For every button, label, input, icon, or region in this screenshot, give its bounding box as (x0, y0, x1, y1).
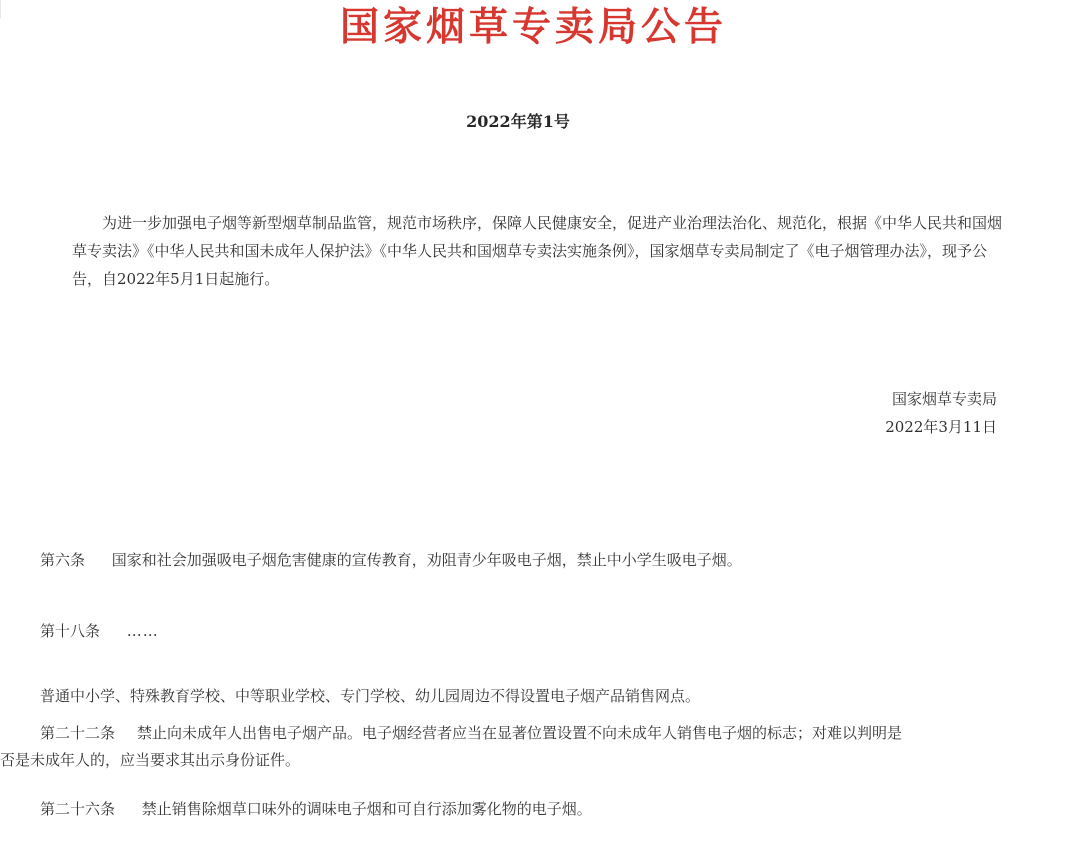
article-22-first-line (0, 720, 1067, 747)
issuer-block (777, 385, 997, 441)
article-18-ellipsis: …… (126, 622, 159, 640)
announcement-body: 为进一步加强电子烟等新型烟草制品监管，规范市场秩序，保障人民健康安全，促进产业治理法治化、规范化，根据《中华人民共和国烟草专卖法》《中华人民共和国未成年人保护法》《中华人民共和国烟草专卖法实施条例》，国家烟草专卖局制定了《电子烟管理办法》，现予公告，自2022年5月1日起施行。 (72, 214, 1003, 288)
article-6-label: 第六条 (40, 551, 86, 569)
article-26-text: 禁止销售除烟草口味外的调味电子烟和可自行添加雾化物的电子烟。 (141, 800, 592, 818)
article-26-label: 第二十六条 (40, 800, 116, 818)
article-18-label: 第十八条 (40, 622, 101, 640)
article-18-text: 普通中小学、特殊教育学校、中等职业学校、专门学校、幼儿园周边不得设置电子烟产品销售网点。 (40, 687, 701, 705)
article-18-heading (40, 619, 159, 643)
article-22-text-line-1: 禁止向未成年人出售电子烟产品。电子烟经营者应当在显著位置设置不向未成年人销售电子烟的标志；对难以判明是 (137, 724, 903, 742)
issue-date: 2022年3月11日 (885, 418, 997, 436)
article-26 (40, 797, 592, 821)
article-22-label: 第二十二条 (40, 724, 116, 742)
article-6-text: 国家和社会加强吸电子烟危害健康的宣传教育，劝阻青少年吸电子烟，禁止中小学生吸电子烟。 (111, 551, 742, 569)
announcement-title: 国家烟草专卖局公告 (339, 4, 727, 50)
announcement-number: 2022年第1号 (466, 112, 570, 131)
article-6 (40, 548, 742, 572)
article-22-text-line-2: 否是未成年人的，应当要求其出示身份证件。 (0, 751, 301, 769)
article-22 (0, 720, 1067, 774)
issuer-name: 国家烟草专卖局 (891, 390, 997, 408)
